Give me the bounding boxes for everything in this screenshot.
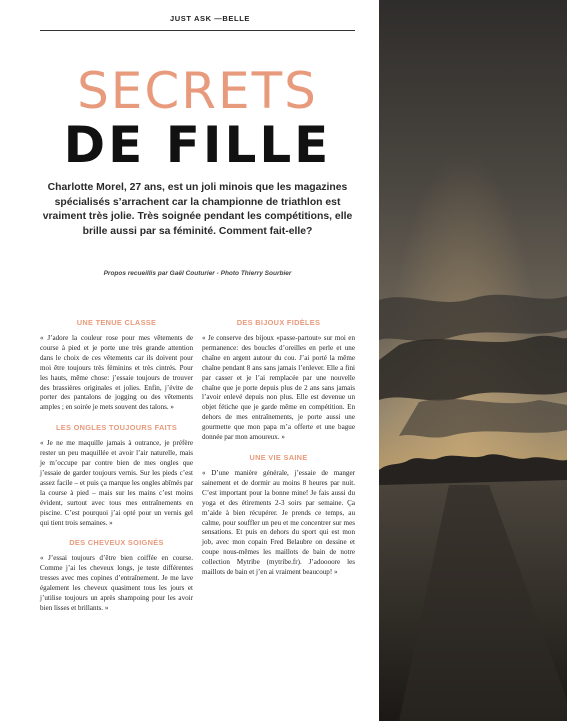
header-rule xyxy=(40,30,355,31)
section-heading: DES CHEVEUX SOIGNÉS xyxy=(69,538,164,548)
section-heading: UNE TENUE CLASSE xyxy=(76,318,157,327)
section-cheveux xyxy=(40,538,193,613)
section-body: « D’une manière générale, j’essaie de manger sainement et de dormir au moins 8 heures par nuit. C’est important pour la bonne mine! Je fais aussi du yoga et des étirements 2-3 soirs par semaine. Ça m’aide à bien récupérer. Je prends ce temps, au calme, pour souffler un peu et me concentrer sur mes sensations. Et puis en dehors du sport qui est mon job, avec mon copain Fred Belaubre on dessine et coupe nous-mêmes les maillots de bain de notre collection Mytribe (mytribe.fr). J’adoooore les maillots de bain et j’en ai vraiment beaucoup! » xyxy=(202,468,355,577)
credits-line: Propos recueillis par Gaël Couturier - Photo Thierry Sourbier xyxy=(103,270,292,277)
section-heading: UNE VIE SAINE xyxy=(249,452,308,462)
title-line-1: SECRETS xyxy=(77,62,318,120)
section-bijoux xyxy=(202,318,355,443)
stormy-sky-photo xyxy=(379,0,567,721)
section-heading: DES BIJOUX FIDÈLES xyxy=(236,318,321,327)
section-body: « J’adore la couleur rose pour mes vêtements de course à pied et je porte une très grande attention dans le choix de ces vêtements car ils doivent pour moi être toujours très féminins et très cintrés. Pour les hauts, même chose: j’essaie toujours de trouver des brassières originales et jolies. Enfin, j’évite de porter des pantalons de jogging ou des vêtements amples ; en soirée je mets souvent des talons. » xyxy=(40,334,193,412)
right-column xyxy=(202,318,355,578)
title-line-2: DE FILLE xyxy=(63,116,332,174)
section-ongles xyxy=(40,423,193,528)
section-body: « J’essai toujours d’être bien coiffée en course. Comme j’ai les cheveux longs, je teste différentes tresses avec mes copines d’entraînement. Je me lave également les cheveux quasiment tous les jours et j’utilise toujours un après shampoing pour les avoir bien lisses et brillants. » xyxy=(40,554,193,612)
section-vie-saine xyxy=(202,453,355,578)
section-heading: LES ONGLES TOUJOURS FAITS xyxy=(55,423,178,433)
section-tenue xyxy=(40,318,193,413)
standfirst: Charlotte Morel, 27 ans, est un joli minois que les magazines spécialisés s’arrachent car la championne de triathlon est vraiment très jolie. Très soignée pendant les compétitions, elle brille aussi par sa féminité. Comment fait-elle? xyxy=(42,182,353,237)
section-body: « Je ne me maquille jamais à outrance, je préfère rester un peu maquillée et avoir l’air naturelle, mais je m’occupe par contre bien de mes ongles que j’essaie de garder toujours vernis. Sur les pieds c’est assez facile – et puis ça marque les ongles abîmés par la course à pied – mais sur les mains c’est moins évident, surtout avec tous mes entraînements en piscine. C’est pourquoi j’ai opté pour un vernis gel qui tient trois semaines. » xyxy=(40,439,193,527)
section-body: « Je conserve des bijoux «passe-partout» sur moi en permanence: des boucles d’oreilles en perle et une chaîne en argent autour du cou. J’ai porté la même chaîne pendant 8 ans sans jamais l’enlever. Elle a fini par casser et je l’ai remplacée par une nouvelle chaîne que je porte depuis plus de 2 ans sans jamais l’avoir enlevé depuis non plus. Elle est devenue un objet fétiche que je garde même en compétition. En dehors de mes entraînements, je porte aussi une gourmette que mon papa m’a offerte et une bague donnée par mon amoureux. » xyxy=(202,334,355,442)
rubric-kicker: JUST ASK —BELLE xyxy=(170,14,250,23)
left-column xyxy=(40,318,193,614)
photo-image xyxy=(379,0,567,721)
